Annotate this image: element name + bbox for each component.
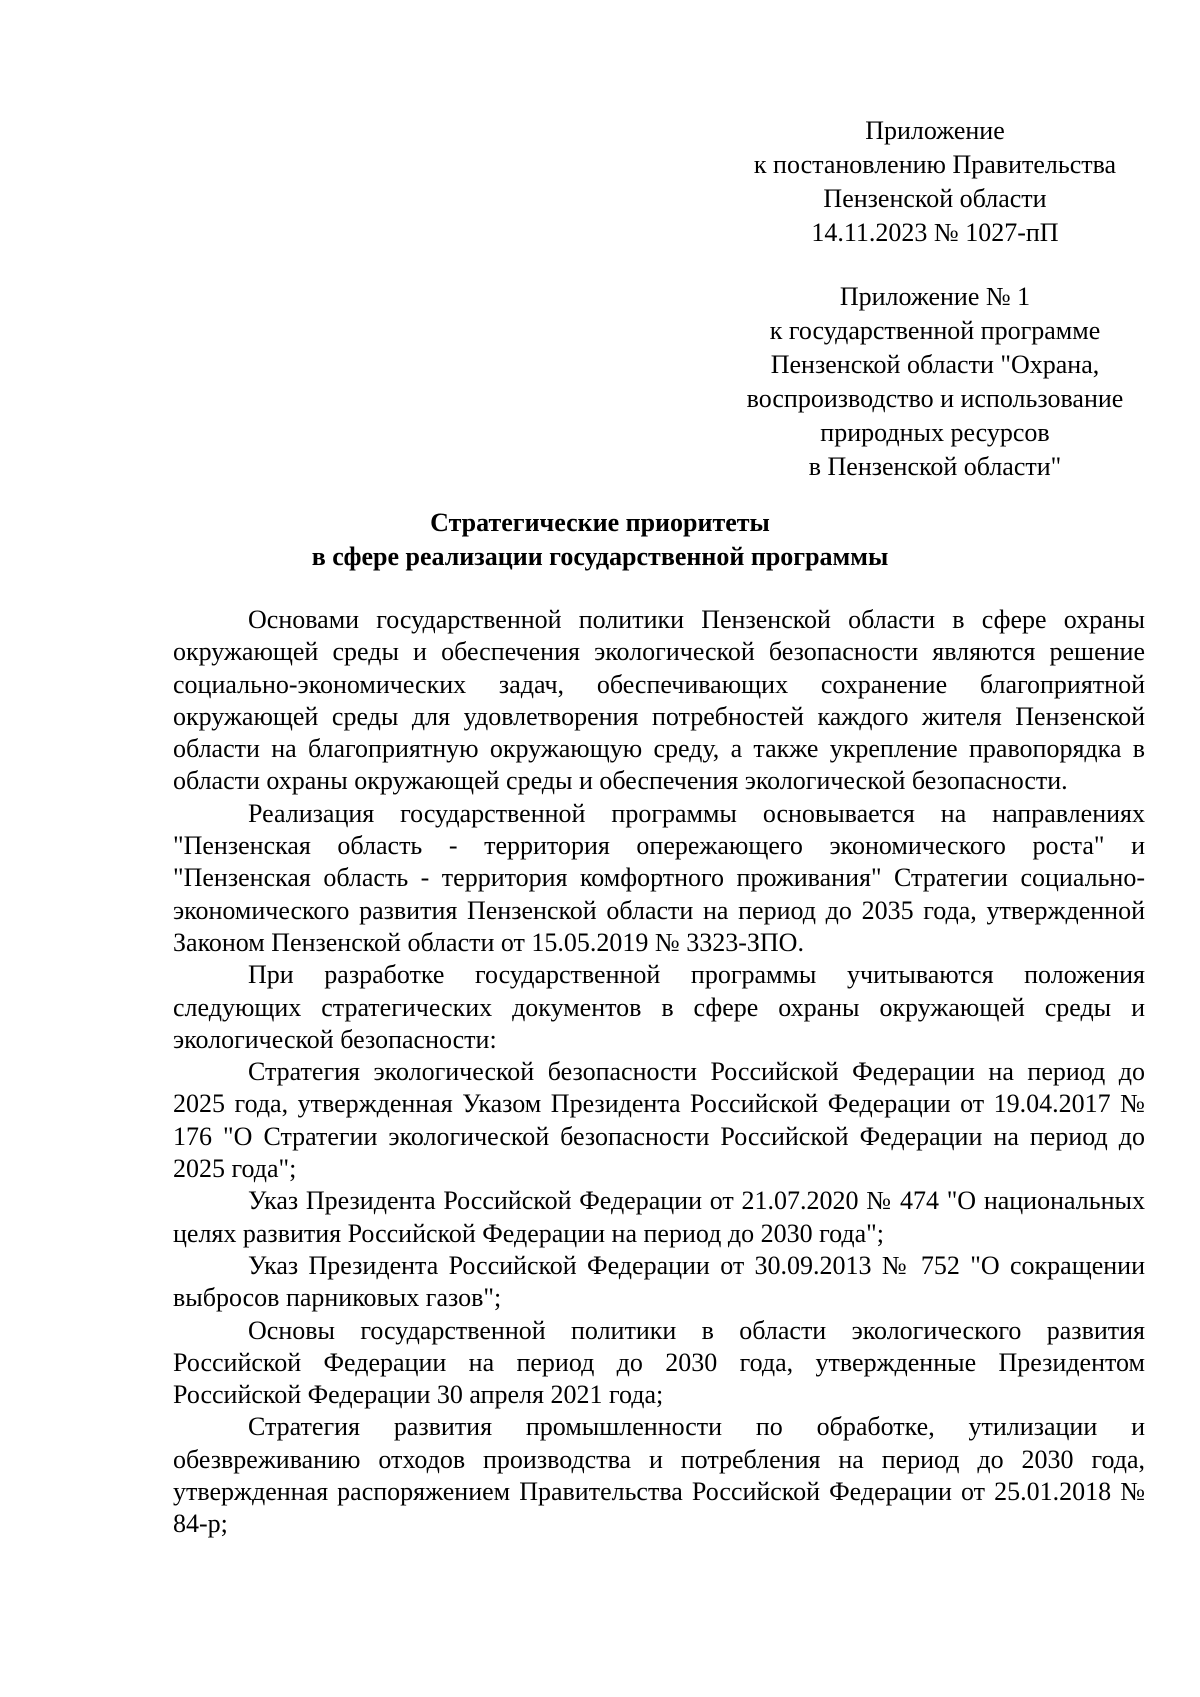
appendix-header-date-number: 14.11.2023 № 1027-пП [811,218,1059,247]
appendix-1-header-line: в Пензенской области" [808,452,1062,481]
body-paragraph: Указ Президента Российской Федерации от 21.07.2020 № 474 "О национальных целях развития Российской Федерации на период до 2030 года"; [173,1186,1145,1248]
body-paragraph: Указ Президента Российской Федерации от 30.09.2013 № 752 "О сокращении выбросов парниковых газов"; [173,1250,1145,1313]
body-paragraph: Стратегия экологической безопасности Российской Федерации на период до 2025 года, утвержденная Указом Президента Российской Федерации от 19.04.2017 № 176 "О Стратегии экологической безопасности Российской Федерации на период до 2025 года"; [173,1057,1145,1184]
body-paragraph: Стратегия развития промышленности по обработке, утилизации и обезвреживанию отходов производства и потребления на период до 2030 года, утвержденная распоряжением Правительства Российской Федерации от 25.01.2018 № 84-р; [173,1412,1145,1539]
appendix-header [715,114,1155,250]
appendix-1-header-line: Приложение № 1 [839,282,1031,311]
document-title-line: Стратегические приоритеты [430,508,770,537]
appendix-1-header-line: Пензенской области "Охрана, [770,350,1100,379]
body-paragraph: Основы государственной политики в области экологического развития Российской Федерации на период до 2030 года, утвержденные Президентом Российской Федерации 30 апреля 2021 года; [173,1315,1145,1410]
body-paragraph: Реализация государственной программы основывается на направлениях "Пензенская область - территория опережающего экономического роста" и "Пензенская область - территория комфортного проживания" Стратегии социально-экономического развития Пензенской области на период до 2035 года, утвержденной Законом Пензенской области от 15.05.2019 № 3323-ЗПО. [173,798,1145,957]
appendix-header-line: Пензенской области [823,184,1047,213]
body-paragraph: Основами государственной политики Пензенской области в сфере охраны окружающей среды и обеспечения экологической безопасности являются решение социально-экономических задач, обеспечивающих сохранение благоприятной окружающей среды для удовлетворения потребностей каждого жителя Пензенской области на благоприятную окружающую среду, а также укрепление правопорядка в области охраны окружающей среды и обеспечения экологической безопасности. [173,605,1145,796]
appendix-1-header-line: природных ресурсов [820,418,1050,447]
appendix-header-line: к постановлению Правительства [753,150,1117,179]
body-paragraph: При разработке государственной программы учитываются положения следующих стратегических документов в сфере охраны окружающей среды и экологической безопасности: [173,960,1145,1054]
document-title-line: в сфере реализации государственной программы [311,542,889,571]
document-title [0,506,1200,574]
appendix-header-line: Приложение [865,116,1005,145]
appendix-1-header-line: к государственной программе [769,316,1101,345]
appendix-1-header-line: воспроизводство и использование [746,384,1124,413]
appendix-1-header [715,280,1155,484]
document-body [173,604,1145,1541]
